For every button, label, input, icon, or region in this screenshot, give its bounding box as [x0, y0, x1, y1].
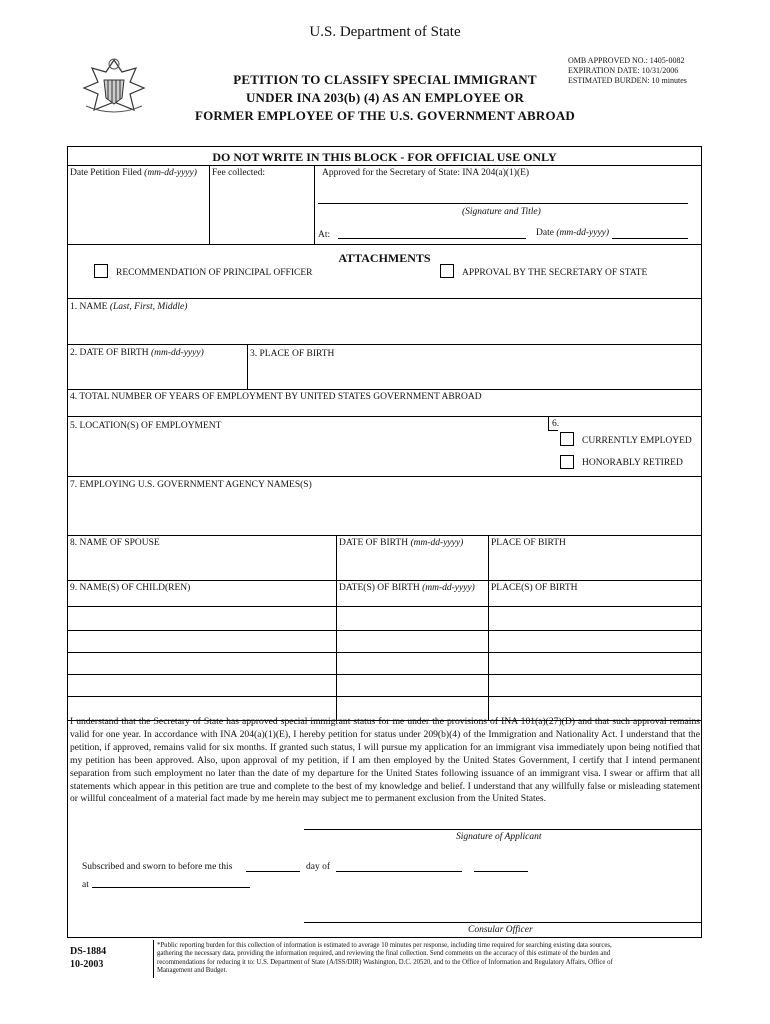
- department-name: U.S. Department of State: [309, 24, 461, 40]
- place-of-birth-label: 3. PLACE OF BIRTH: [250, 349, 335, 359]
- consular-signature-line[interactable]: [304, 922, 702, 923]
- recommendation-checkbox[interactable]: [94, 264, 108, 278]
- currently-employed-checkbox[interactable]: [560, 432, 574, 446]
- consular-officer-label: Consular Officer: [468, 925, 533, 935]
- children-dob-label: DATE(S) OF BIRTH (mm-dd-yyyy): [339, 583, 475, 593]
- day-of-label: day of: [306, 862, 331, 872]
- date-label: Date (mm-dd-yyyy): [536, 228, 610, 238]
- form-title-line2: UNDER INA 203(b) (4) AS AN EMPLOYEE OR: [245, 90, 525, 105]
- omb-info: [568, 56, 687, 86]
- date-petition-filed-label: Date Petition Filed (mm-dd-yyyy): [70, 168, 197, 178]
- recommendation-label: RECOMMENDATION OF PRINCIPAL OFFICER: [116, 268, 313, 278]
- form-number: DS-1884: [70, 946, 107, 957]
- at-line[interactable]: [338, 238, 526, 239]
- at-place-label: at: [82, 880, 89, 890]
- approved-label: Approved for the Secretary of State: INA 204(a)(1)(E): [322, 168, 530, 178]
- sworn-label: Subscribed and sworn to before me this: [82, 862, 233, 872]
- form-date: 10-2003: [70, 959, 104, 970]
- approval-label: APPROVAL BY THE SECRETARY OF STATE: [462, 268, 648, 278]
- name-label: 1. NAME (Last, First, Middle): [70, 302, 188, 312]
- signature-title-label: (Signature and Title): [462, 207, 541, 217]
- date-line[interactable]: [612, 238, 688, 239]
- applicant-statement: I understand that the Secretary of State has approved special immigrant status for me under the provisions of INA 101(a)(27)(D) and that such approval remains valid for one year. In accordance with INA 204(a)(1)(E), I hereby petition for status under 209(b)(4) of the Immigration and Nationality Act. I understand that the petition, if approved, remains valid for six months. If granted such status, I will pursue my application for an immigrant visa immediately upon being notified that my petition has been approved. Also, upon approval of my petition, if I am then employed by the United States Government, I certify that I intend permanent separation from such employment no later than the date of my departure for the United States following issuance of an immigrant visa. I swear or affirm that all statements which appear in this petition are true and complete to the best of my knowledge and belief. I understand that any willfully false or misleading statement or willful concealment of a material fact made by me herein may subject me to permanent exclusion from the United States.: [70, 716, 700, 805]
- department-seal-icon: [78, 52, 150, 118]
- spouse-name-label: 8. NAME OF SPOUSE: [70, 538, 160, 548]
- official-use-heading: DO NOT WRITE IN THIS BLOCK - FOR OFFICIAL USE ONLY: [212, 150, 557, 164]
- applicant-signature-label: Signature of Applicant: [456, 832, 542, 842]
- signature-title-line[interactable]: [318, 203, 688, 204]
- sworn-day-line[interactable]: [246, 871, 300, 872]
- honorably-retired-label: HONORABLY RETIRED: [582, 458, 683, 468]
- honorably-retired-checkbox[interactable]: [560, 455, 574, 469]
- item-6-label: 6.: [552, 419, 560, 429]
- form-title-line3: FORMER EMPLOYEE OF THE U.S. GOVERNMENT ABROAD: [194, 108, 575, 123]
- burden-statement: *Public reporting burden for this collection of information is estimated to average 10 minutes per response, including time required for searching existing data sources, gathering the necessary data, providing the information required, and reviewing the final collection. Send comments on the accuracy of this estimate of the burden and recommendations for reducing it to: U.S. Department of State (A/ISS/DIR) Washington, D.C. 20520, and to the Office of Information and Regulatory Affairs, Office of Management and Budget.: [157, 942, 613, 975]
- estimated-burden: ESTIMATED BURDEN: 10 minutes: [568, 76, 687, 85]
- location-employment-label: 5. LOCATION(S) OF EMPLOYMENT: [70, 421, 222, 431]
- spouse-pob-label: PLACE OF BIRTH: [491, 538, 566, 548]
- at-place-line[interactable]: [92, 887, 250, 888]
- currently-employed-label: CURRENTLY EMPLOYED: [582, 436, 692, 446]
- date-of-birth-label: 2. DATE OF BIRTH (mm-dd-yyyy): [70, 348, 204, 358]
- omb-number: OMB APPROVED NO.: 1405-0082: [568, 56, 685, 65]
- sworn-year-line[interactable]: [474, 871, 528, 872]
- years-employment-label: 4. TOTAL NUMBER OF YEARS OF EMPLOYMENT BY UNITED STATES GOVERNMENT ABROAD: [70, 392, 482, 402]
- agency-names-label: 7. EMPLOYING U.S. GOVERNMENT AGENCY NAMES(S): [70, 480, 312, 490]
- children-names-label: 9. NAME(S) OF CHILD(REN): [70, 583, 191, 593]
- at-label: At:: [318, 230, 331, 240]
- fee-collected-label: Fee collected:: [212, 168, 266, 178]
- expiration-date: EXPIRATION DATE: 10/31/2006: [568, 66, 679, 75]
- applicant-signature-line[interactable]: [304, 829, 702, 830]
- spouse-dob-label: DATE OF BIRTH (mm-dd-yyyy): [339, 538, 464, 548]
- form-title-line1: PETITION TO CLASSIFY SPECIAL IMMIGRANT: [233, 72, 537, 87]
- children-pob-label: PLACE(S) OF BIRTH: [491, 583, 578, 593]
- attachments-heading: ATTACHMENTS: [338, 251, 431, 265]
- sworn-month-line[interactable]: [336, 871, 462, 872]
- approval-checkbox[interactable]: [440, 264, 454, 278]
